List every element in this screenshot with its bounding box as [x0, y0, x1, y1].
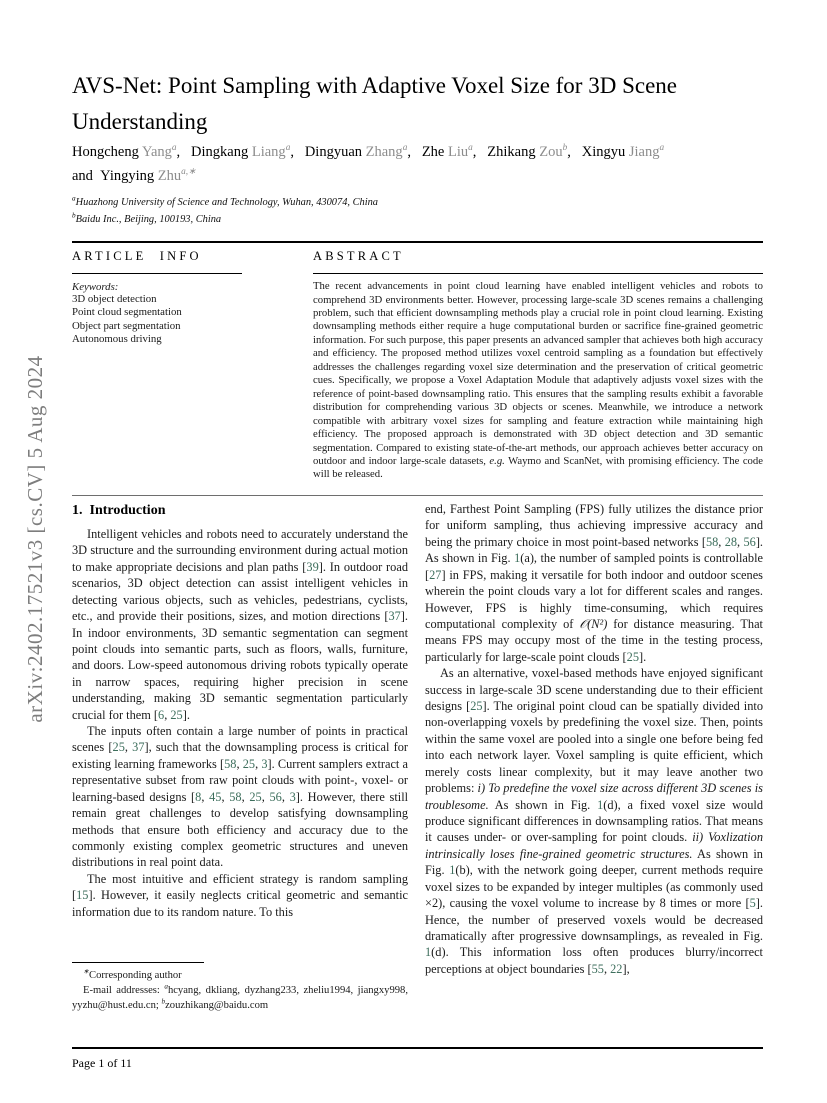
- footnote: [72, 962, 408, 1013]
- author: and Yingying Zhu$^{a,∗}$: [72, 166, 196, 184]
- keywords-label: Keywords:: [72, 281, 119, 294]
- text-segment: ii) Voxlization intrinsically loses fine-grained geometric structures.: [425, 830, 763, 861]
- author: Zhe Liu$^a$: [421, 143, 473, 160]
- left-column: [72, 501, 409, 1011]
- article-info-section: [72, 249, 244, 346]
- citation-link[interactable]: 1: [449, 863, 456, 878]
- citation-link[interactable]: 25: [242, 756, 256, 771]
- citation-link[interactable]: 56: [269, 789, 282, 804]
- keyword-item: 3D object detection: [72, 293, 157, 306]
- abstract-text: The recent advancements in point cloud learning have enabled intelligent vehicles and robots to comprehend 3D environments better. However, processing large-scale 3D scenes remains a challenging problem, such that efficient downsampling methods play a crucial role in point cloud learning. Existing downsampling methods either require a huge computational burden or sacrifice fine-grained geometric information. For such purpose, this paper presents an advanced sampler that achieves both high accuracy and efficiency. The proposed method utilizes voxel centroid sampling as a foundation but effectively addresses the challenges regarding voxel size determination and the preservation of critical geometric cues. Specifically, we propose a Voxel Adaptation Module that adaptively adjusts voxel sizes with the reference of point-based downsampling ratio. This ensures that the sampling results exhibit a favorable distribution for comprehending various 3D objects or scenes. Meanwhile, we introduce a network compatible with arbitrary voxel sizes for sampling and feature extraction while maintaining high efficiency. The proposed approach is demonstrated with 3D object detection and 3D semantic segmentation. Compared to existing state-of-the-art methods, our approach achieves better accuracy on outdoor and indoor large-scale datasets, e.g. Waymo and ScanNet, with promising efficiency. The code will be released.: [313, 280, 763, 481]
- paragraph: The most intuitive and efficient strategy is random sampling [15]. However, it easily neglects critical geometric and semantic information due to its random nature. To this: [72, 871, 408, 919]
- citation-link[interactable]: 1: [514, 551, 521, 566]
- paragraph: The inputs often contain a large number of points in practical scenes [25, 37], such that the downsampling process is critical for existing learning frameworks [58, 25, 3]. Current samplers extract a representative subset from raw point clouds with point-, voxel- or learning-based designs [8, 45, 58, 25, 56, 3]. However, there still remain great challenges to develop satisfying downsampling methods that ensure both efficiency and accuracy due to the commonly existing complex geometric structures and uneven distributions in real point data.: [72, 724, 409, 870]
- right-column: [425, 501, 763, 977]
- citation-link[interactable]: 37: [132, 740, 145, 755]
- author: Dingkang Liang$^a$: [191, 143, 291, 160]
- author: Xingyu Jiang$^a$: [581, 143, 665, 160]
- citation-link[interactable]: 15: [76, 888, 89, 903]
- citation-link[interactable]: 6: [158, 707, 165, 722]
- citation-link[interactable]: 58: [705, 534, 719, 549]
- citation-link[interactable]: 27: [429, 567, 442, 582]
- citation-link[interactable]: 25: [626, 649, 639, 664]
- citation-link[interactable]: 25: [170, 707, 183, 722]
- keyword-item: Autonomous driving: [72, 332, 162, 345]
- abstract-section: [313, 249, 763, 482]
- paragraph: Intelligent vehicles and robots need to accurately understand the 3D structure and the surrounding environment during actual motion to make appropriate decisions and plan paths [39]. In outdoor road scenarios, 3D object detection can assist intelligent vehicles in detecting various objects, such as vehicles, pedestrians, cyclists, etc., and provide their positions, sizes, and motion directions [37]. In indoor environments, 3D semantic segmentation can segment point clouds into semantic parts, such as floors, walls, furniture, and doors. Low-speed autonomous driving robots typically operate in narrow spaces, requiring higher precision in scene understanding, making 3D semantic segmentation particularly crucial for them [6, 25].: [72, 527, 408, 722]
- citation-link[interactable]: 25: [470, 699, 483, 714]
- citation-link[interactable]: 45: [209, 789, 222, 804]
- paper-title: AVS-Net: Point Sampling with Adaptive Voxel Size for 3D Scene Understanding: [72, 73, 677, 134]
- abstract-rule: [313, 273, 763, 274]
- affiliation: $^a$Huazhong University of Science and Technology, Wuhan, 430074, China: [72, 194, 378, 208]
- article-info-rule: [72, 273, 242, 274]
- author: Dingyuan Zhang$^a$: [304, 143, 408, 160]
- email-addresses[interactable]: E-mail addresses: $^a$hcyang, dkliang, dyzhang233, zheliu1994, jiangxy998, yyzhu@hust.edu.cn; $^b$zouzhikang@baidu.com: [72, 982, 408, 1011]
- citation-link[interactable]: 5: [749, 896, 756, 911]
- citation-link[interactable]: 3: [289, 789, 296, 804]
- paragraph: As an alternative, voxel-based methods have enjoyed significant success in large-scale 3D scene understanding due to their efficient designs [25]. The original point cloud can be spatially divided into non-overlapping voxels by predefining the voxel size. Then, points within the same voxel are pooled into a single one before being fed into each network layer. Voxel sampling is quite efficient, which merely costs linear complexity, but it may leave another two problems: i) To predefine the voxel size across different 3D scenes is troublesome. As shown in Fig. 1(d), a fixed voxel size would produce significant differences in downsampling ratios. That means it causes under- or over-sampling for point clouds. ii) Voxlization intrinsically loses fine-grained geometric structures. As shown in Fig. 1(b), with the network going deeper, current methods require voxel sizes to be expanded by integer multiples (as commonly used ×2), causing the voxel volume to increase by 8 times or more [5]. Hence, the number of preserved voxels would be decreased dramatically after progressive downsamplings, as revealed in Fig. 1(d). This information loss often produces blurry/incorrect perceptions at object boundaries [55, 22],: [425, 666, 763, 976]
- keyword-item: Object part segmentation: [72, 319, 181, 332]
- affiliation-list: [72, 195, 378, 228]
- citation-link[interactable]: 25: [249, 789, 262, 804]
- page-content: [72, 0, 763, 1103]
- page-number: Page 1 of 11: [72, 1055, 132, 1070]
- article-info-heading: ARTICLE INFO: [72, 249, 202, 263]
- paragraph: end, Farthest Point Sampling (FPS) fully utilizes the distance prior for uniform sampling, thus achieving impressive accuracy and being the primary choice in most point-based networks [58, 28, 56]. As shown in Fig. 1(a), the number of sampled points is controllable [27] in FPS, making it versatile for both indoor and outdoor scenes wherein the point clouds vary a lot for different scales and ranges. However, FPS is highly time-consuming, which requires computational complexity of 𝒪(N²) for distance measuring. That means FPS may occupy most of the time in the testing process, particularly for large-scale point clouds [25].: [425, 502, 763, 664]
- footer-rule: [72, 1047, 763, 1049]
- citation-link[interactable]: 58: [229, 789, 242, 804]
- citation-link[interactable]: 55: [591, 961, 604, 976]
- page-footer: [72, 1047, 763, 1072]
- text-segment: ∗: [83, 967, 90, 976]
- abstract-body-divider: [72, 495, 763, 496]
- text-segment: 𝒪(N²): [579, 616, 608, 631]
- citation-link[interactable]: 22: [610, 961, 623, 976]
- citation-link[interactable]: 28: [724, 534, 738, 549]
- corresponding-author-note: ∗Corresponding author: [83, 967, 182, 981]
- citation-link[interactable]: 25: [112, 740, 125, 755]
- citation-link[interactable]: 3: [261, 756, 268, 771]
- section-heading-introduction: 1. Introduction: [72, 503, 166, 518]
- citation-link[interactable]: 39: [306, 559, 319, 574]
- body-columns: [72, 501, 763, 1048]
- citation-link[interactable]: 56: [743, 534, 756, 549]
- citation-link[interactable]: 8: [195, 789, 202, 804]
- text-segment: i) To predefine the voxel size across different 3D scenes is troublesome.: [425, 781, 763, 812]
- footnote-rule: [72, 962, 204, 963]
- abstract-heading: ABSTRACT: [313, 249, 404, 263]
- citation-link[interactable]: 1: [425, 945, 432, 960]
- header-divider: [72, 241, 763, 243]
- author: Zhikang Zou$^b$: [487, 143, 568, 160]
- text-segment: e.g.: [489, 454, 505, 467]
- citation-link[interactable]: 37: [388, 609, 401, 624]
- text-segment: b: [161, 997, 166, 1006]
- citation-link[interactable]: 58: [224, 756, 237, 771]
- arxiv-watermark: arXiv:2402.17521v3 [cs.CV] 5 Aug 2024: [23, 355, 47, 723]
- keywords-list: [72, 293, 244, 346]
- text-segment: a: [164, 982, 168, 991]
- author-list: Hongcheng Yang$^a$, Dingkang Liang$^a$, Dingyuan Zhang$^a$, Zhe Liu$^a$, Zhikang Zou$^b$, Xingyu Jiang$^a$ and Yingying Zhu$^{a,∗}$: [72, 143, 665, 184]
- author: Hongcheng Yang$^a$: [72, 143, 177, 160]
- keyword-item: Point cloud segmentation: [72, 306, 182, 319]
- affiliation: $^b$Baidu Inc., Beijing, 100193, China: [72, 211, 222, 225]
- citation-link[interactable]: 1: [597, 797, 604, 812]
